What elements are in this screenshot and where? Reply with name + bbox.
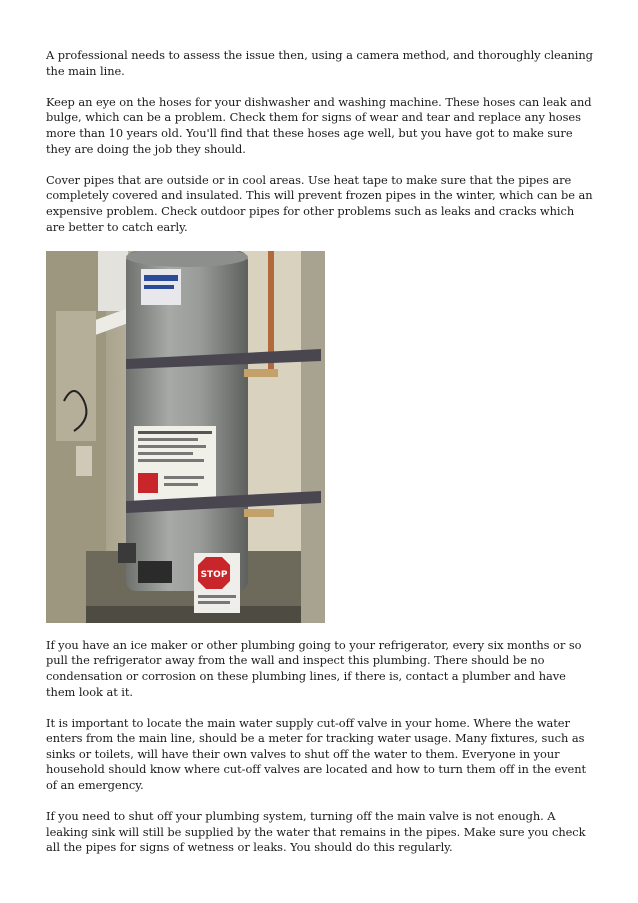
paragraph-main-valve: It is important to locate the main water supply cut-off valve in your home. Where the water enters from the main line, should be a meter for tracking water usage. Many fixtures, such as sinks or toilets, will have their own valves to shut off the water to them. Everyone in your household should know where cut-off valves are located and how to turn them off in the event of an emergency. (46, 715, 587, 793)
paragraph-camera-method: A professional needs to assess the issue then, using a camera method, and thoroughly cleaning the main line. (46, 48, 593, 78)
paragraph-shut-off: If you need to shut off your plumbing system, turning off the main valve is not enough. A leaking sink will still be supplied by the water that remains in the pipes. Make sure you check all the pipes for signs of wetness or leaks. You should do this regularly. (46, 809, 586, 855)
stop-label: STOP (200, 569, 228, 580)
water-heater-photo (46, 251, 325, 623)
document-page (46, 48, 594, 872)
paragraph-ice-maker: If you have an ice maker or other plumbing going to your refrigerator, every six months or so pull the refrigerator away from the wall and inspect this plumbing. There should be no condensation or corrosion on these plumbing lines, if there is, contact a plumber and have them look at it. (46, 637, 582, 699)
paragraph-cover-pipes: Cover pipes that are outside or in cool areas. Use heat tape to make sure that the pipes are completely covered and insulated. This will prevent frozen pipes in the winter, which can be an expensive problem. Check outdoor pipes for other problems such as leaks and cracks which are better to catch early. (46, 172, 593, 234)
paragraph-hoses: Keep an eye on the hoses for your dishwasher and washing machine. These hoses can leak and bulge, which can be a problem. Check them for signs of wear and tear and replace any hoses more than 10 years old. You'll find that these hoses age well, but you have got to make sure they are doing the job they should. (46, 94, 592, 156)
